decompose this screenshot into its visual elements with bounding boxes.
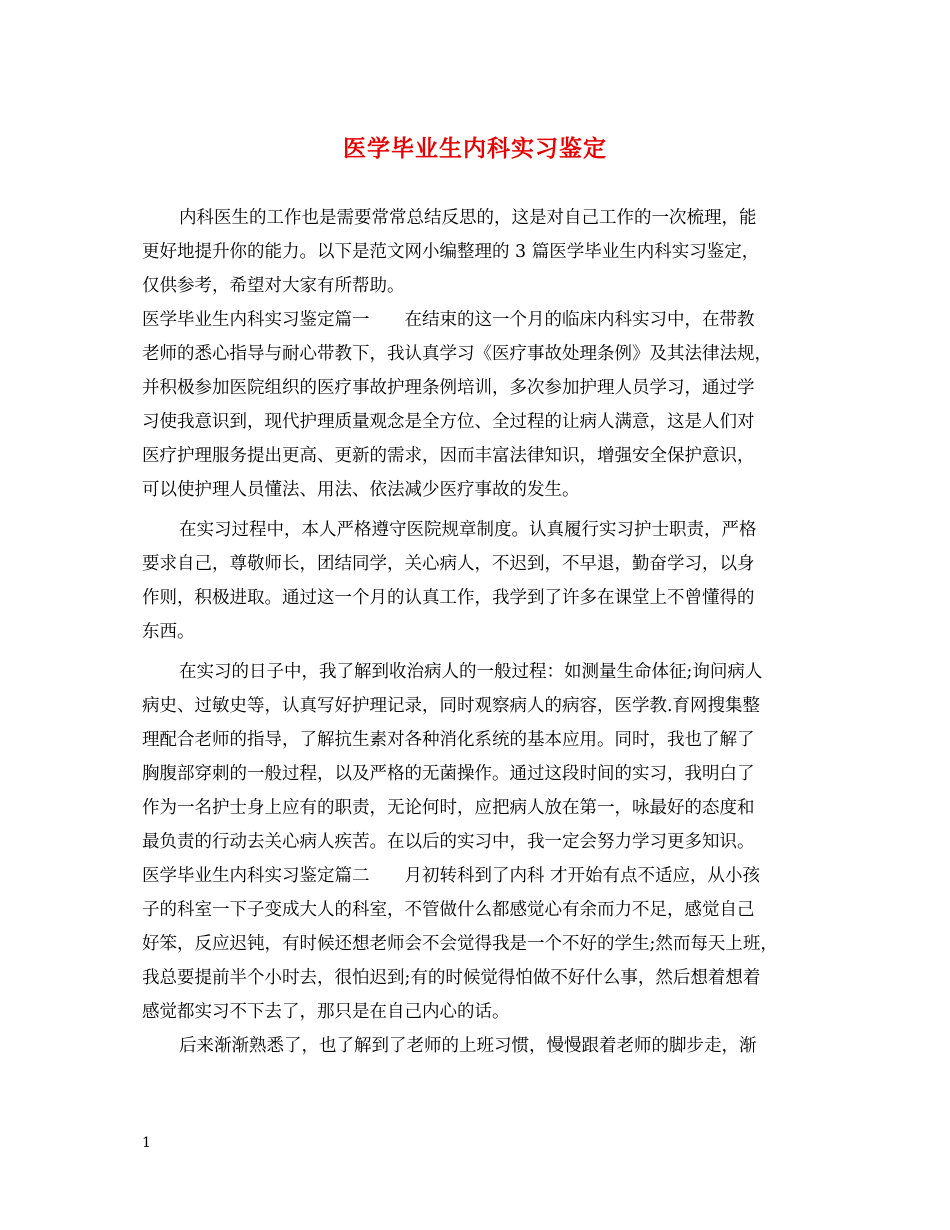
text-line: 在实习的日子中，我了解到收治病人的一般过程：如测量生命体征;询问病人 [179,662,763,682]
text-line: 作为一名护士身上应有的职责，无论何时，应把病人放在第一，咏最好的态度和 [142,798,755,818]
document-body [142,201,822,1063]
text-line: 并积极参加医院组织的医疗事故护理条例培训，多次参加护理人员学习，通过学 [142,378,755,398]
text-line: 东西。 [142,622,195,642]
text-line: 习使我意识到，现代护理质量观念是全方位、全过程的让病人满意，这是人们对 [142,412,755,432]
page-number: 1 [142,1135,151,1151]
paragraph [142,859,822,1029]
text-line: 子的科室一下子变成大人的科室，不管做什么都感觉心有余而力不足，感觉自己 [142,900,755,920]
paragraph [142,655,822,859]
paragraph [142,1029,822,1063]
text-line: 胸腹部穿刺的一般过程，以及严格的无菌操作。通过这段时间的实习，我明白了 [142,764,755,784]
paragraph [142,303,822,507]
text-line: 我总要提前半个小时去，很怕迟到;有的时候觉得怕做不好什么事，然后想着想着 [142,968,761,988]
text-line: 好笨，反应迟钝，有时候还想老师会不会觉得我是一个不好的学生;然而每天上班， [142,934,778,954]
page-title: 医学毕业生内科实习鉴定 [343,135,607,162]
text-line: 后来渐渐熟悉了，也了解到了老师的上班习惯，慢慢跟着老师的脚步走，渐 [179,1036,757,1056]
paragraph [142,513,822,649]
text-line: 作则，积极进取。通过这一个月的认真工作，我学到了许多在课堂上不曾懂得的 [142,588,755,608]
text-line: 可以使护理人员懂法、用法、依法减少医疗事故的发生。 [142,480,580,500]
text-line: 老师的悉心指导与耐心带教下，我认真学习《医疗事故处理条例》及其法律法规， [142,344,772,364]
text-line: 病史、过敏史等，认真写好护理记录，同时观察病人的病容，医学教.育网搜集整 [142,696,761,716]
text-line: 更好地提升你的能力。以下是范文网小编整理的 3 篇医学毕业生内科实习鉴定， [142,242,760,262]
text-line: 最负责的行动去关心病人疾苦。在以后的实习中，我一定会努力学习更多知识。 [142,832,755,852]
text-line: 理配合老师的指导，了解抗生素对各种消化系统的基本应用。同时，我也了解了 [142,730,755,750]
text-line: 医学毕业生内科实习鉴定篇二 月初转科到了内科 才开始有点不适应，从小孩 [142,866,761,886]
text-line: 仅供参考，希望对大家有所帮助。 [142,276,405,296]
text-line: 在实习过程中，本人严格遵守医院规章制度。认真履行实习护士职责，严格 [179,520,757,540]
text-line: 要求自己，尊敬师长，团结同学，关心病人，不迟到，不早退，勤奋学习，以身 [142,554,755,574]
text-line: 医疗护理服务提出更高、更新的需求，因而丰富法律知识，增强安全保护意识， [142,446,755,466]
paragraph [142,201,822,303]
text-line: 医学毕业生内科实习鉴定篇一 在结束的这一个月的临床内科实习中，在带教 [142,310,755,330]
text-line: 感觉都实习不下去了，那只是在自己内心的话。 [142,1002,510,1022]
text-line: 内科医生的工作也是需要常常总结反思的，这是对自己工作的一次梳理，能 [179,208,757,228]
